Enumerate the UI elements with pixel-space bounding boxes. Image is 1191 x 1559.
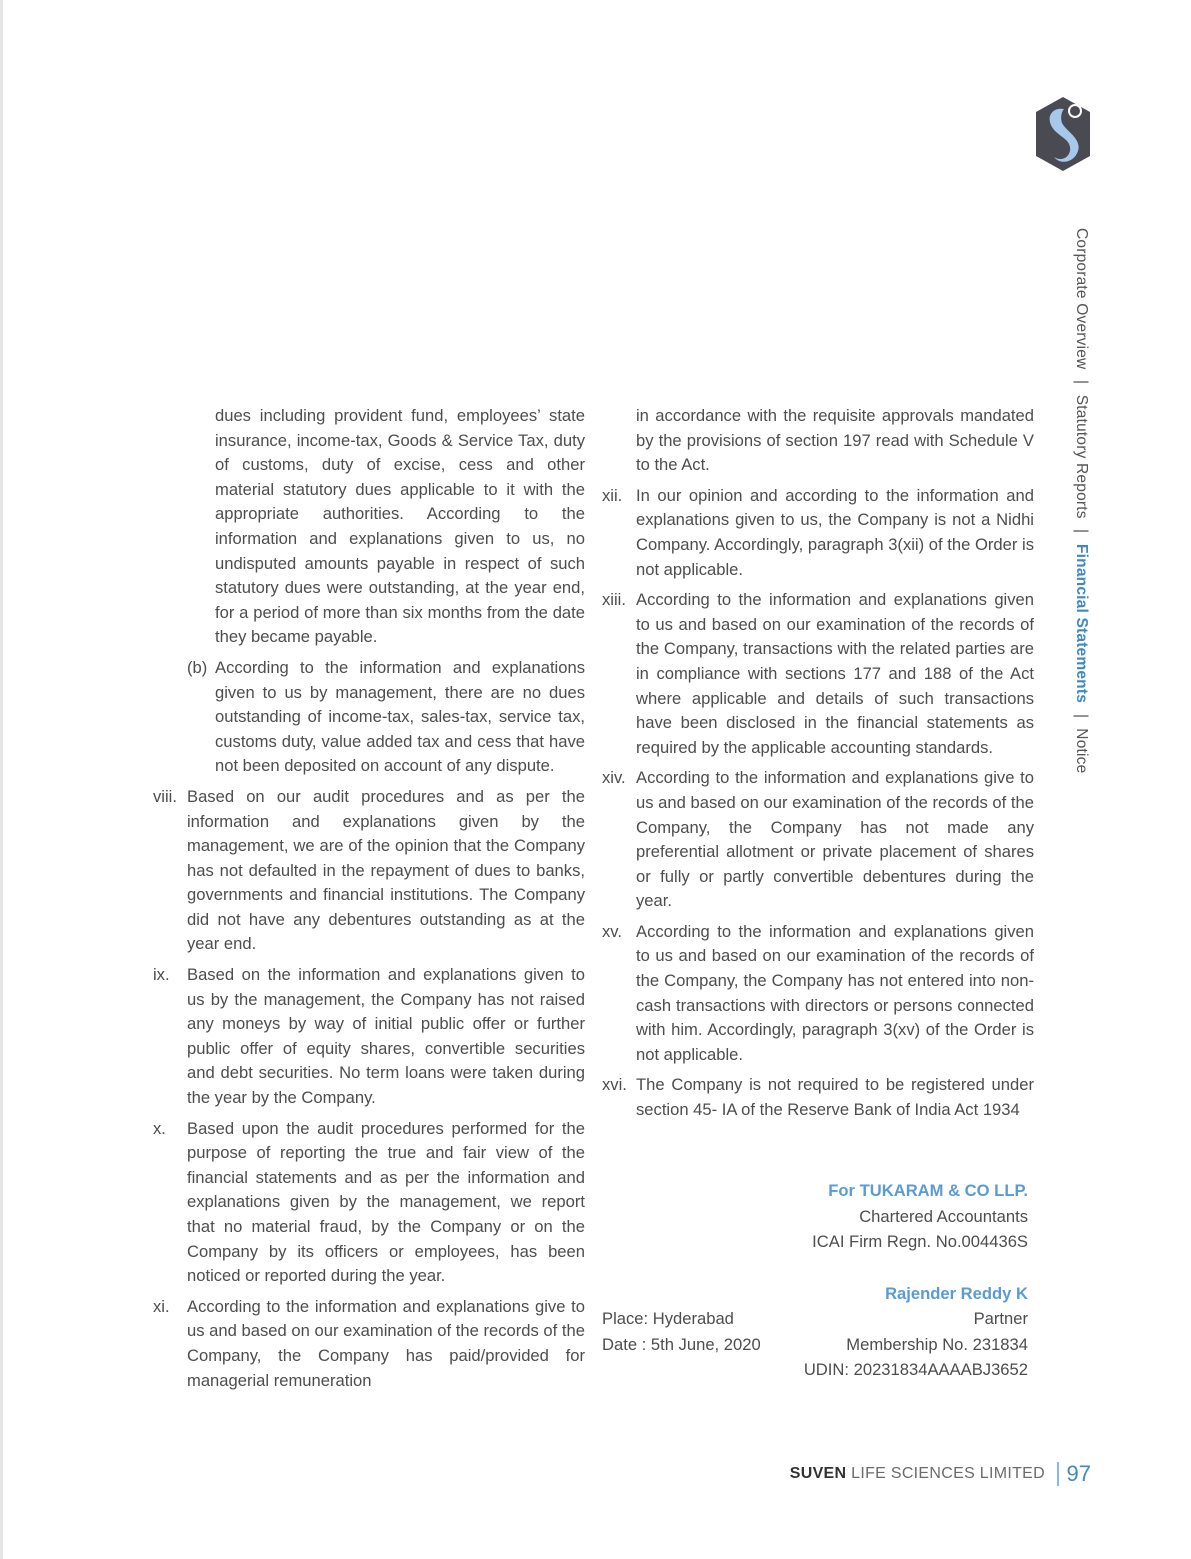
- nav-separator: |: [1073, 529, 1090, 534]
- footer-divider: [1057, 1462, 1059, 1486]
- nav-item-statutory-reports[interactable]: Statutory Reports: [1073, 394, 1090, 519]
- clause-xiii: [602, 588, 1034, 760]
- date: Date : 5th June, 2020: [602, 1334, 761, 1354]
- clause-number: ix.: [153, 965, 170, 985]
- company-name: [790, 1465, 1045, 1483]
- company-name-rest: LIFE SCIENCES LIMITED: [846, 1465, 1046, 1482]
- clause-xii: [602, 484, 1034, 582]
- clause-text: The Company is not required to be registered under section 45- IA of the Reserve Bank of India Act 1934: [636, 1075, 1034, 1120]
- firm-name: For TUKARAM & CO LLP.: [828, 1181, 1028, 1200]
- suven-logo-icon: [1034, 95, 1092, 173]
- left-column: [153, 404, 585, 1393]
- clause-number: x.: [153, 1118, 166, 1138]
- nav-item-corporate-overview[interactable]: Corporate Overview: [1073, 228, 1090, 370]
- firm-registration: ICAI Firm Regn. No.004436S: [812, 1232, 1028, 1251]
- signatory-name: Rajender Reddy K: [885, 1283, 1028, 1303]
- right-column: [602, 404, 1034, 1123]
- signature-block: [602, 1178, 1028, 1383]
- udin: UDIN: 20231834AAAABJ3652: [803, 1360, 1028, 1379]
- clause-text: in accordance with the requisite approvals mandated by the provisions of section 197 read with Schedule V to the Act.: [636, 406, 1034, 475]
- section-navigation: [1072, 228, 1090, 773]
- clause-xv: [602, 920, 1034, 1068]
- nav-separator: |: [1073, 713, 1090, 718]
- company-name-bold: SUVEN: [789, 1465, 847, 1482]
- clause-continuation: [153, 404, 585, 650]
- clause-number: xii.: [602, 485, 623, 505]
- clause-ix: [153, 963, 585, 1111]
- clause-text: Based on our audit procedures and as per the information and explanations given by the management, we are of the opinion that the Company has not defaulted in the repayment of dues to banks, governments and financial institutions. The Company did not have any debentures outstanding as at the year end.: [187, 786, 585, 954]
- nav-separator: |: [1073, 379, 1090, 385]
- clause-number: xv.: [602, 921, 622, 941]
- clause-text: According to the information and explanations give to us and based on our examination of the records of the Company, the Company has not made any preferential allotment or private placement of shares or fully or partly convertible debentures during the year.: [636, 768, 1034, 911]
- clause-x: [153, 1117, 585, 1289]
- clause-xiv: [602, 766, 1034, 914]
- clause-number: xi.: [153, 1296, 170, 1316]
- clause-number: xiii.: [602, 590, 626, 610]
- page-edge: [0, 0, 3, 1559]
- clause-viii: [153, 785, 585, 957]
- signatory-title: Partner: [973, 1309, 1028, 1328]
- clause-text: In our opinion and according to the information and explanations given to us, the Company is not a Nidhi Company. Accordingly, paragraph 3(xii) of the Order is not applicable.: [636, 485, 1034, 579]
- nav-item-financial-statements[interactable]: Financial Statements: [1073, 543, 1090, 704]
- firm-role: Chartered Accountants: [859, 1206, 1028, 1226]
- page-number: 97: [1066, 1461, 1091, 1486]
- clause-number: xvi.: [602, 1075, 627, 1095]
- clause-text: dues including provident fund, employees’ state insurance, income-tax, Goods & Service Tax, duty of customs, duty of excise, cess and other material statutory dues applicable to it with the appropriate authorities. According to the information and explanations given to us, no undisputed amounts payable in respect of such statutory dues were outstanding, at the year end, for a period of more than six months from the date they became payable.: [215, 406, 585, 647]
- clause-xvi: [602, 1073, 1034, 1122]
- clause-xi: [153, 1295, 585, 1393]
- clause-b: [153, 656, 585, 779]
- clause-continuation: [602, 404, 1034, 478]
- clause-text: Based upon the audit procedures performed for the purpose of reporting the true and fair view of the financial statements and as per the information and explanations given by the management, we report that no material fraud, by the Company or on the Company by its officers or employees, has been noticed or reported during the year.: [187, 1118, 585, 1286]
- page-footer: [790, 1461, 1091, 1487]
- clause-number: xiv.: [602, 768, 626, 788]
- clause-number: viii.: [153, 786, 177, 806]
- membership-number: Membership No. 231834: [846, 1334, 1028, 1354]
- clause-text: According to the information and explanations give to us and based on our examination of the records of the Company, the Company has paid/provided for managerial remuneration: [187, 1296, 585, 1390]
- clause-number: (b): [187, 657, 208, 677]
- clause-text: According to the information and explanations given to us and based on our examination of the records of the Company, the Company has not entered into non-cash transactions with directors or persons connected with him. Accordingly, paragraph 3(xv) of the Order is not applicable.: [636, 921, 1034, 1064]
- clause-text: According to the information and explanations given to us and based on our examination of the records of the Company, transactions with the related parties are in compliance with sections 177 and 188 of the Act where applicable and details of such transactions have been disclosed in the financial statements as required by the applicable accounting standards.: [636, 590, 1034, 757]
- nav-item-notice[interactable]: Notice: [1073, 728, 1090, 774]
- clause-text: Based on the information and explanations given to us by the management, the Company has not raised any moneys by way of initial public offer or further public offer of equity shares, convertible securities and debt securities. No term loans were taken during the year by the Company.: [187, 965, 585, 1108]
- clause-text: According to the information and explanations given to us by management, there are no dues outstanding of income-tax, sales-tax, service tax, customs duty, value added tax and cess that have not been deposited on account of any dispute.: [215, 657, 585, 776]
- place: Place: Hyderabad: [602, 1309, 734, 1328]
